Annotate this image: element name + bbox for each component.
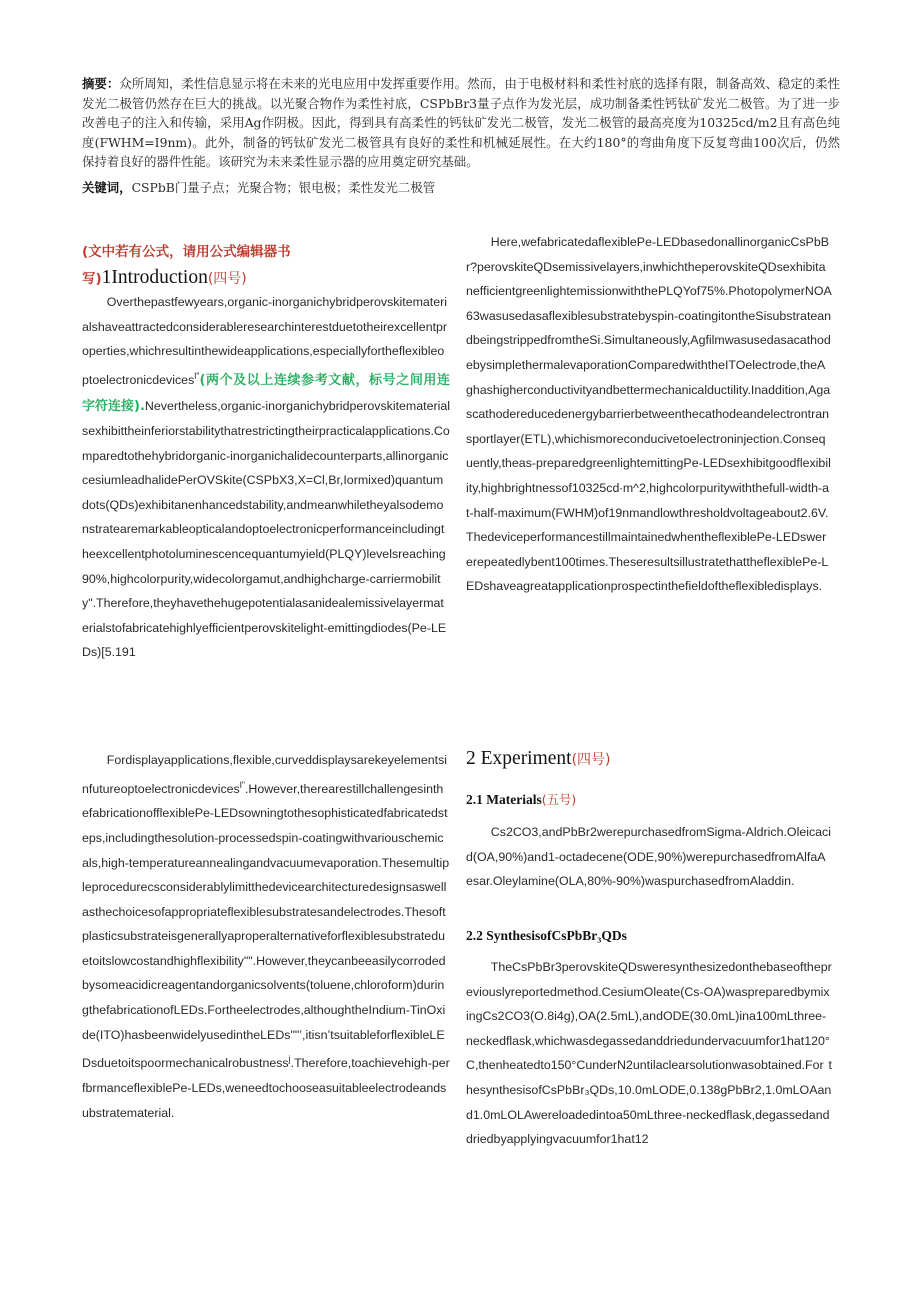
- p2-citation-1: l": [239, 779, 245, 790]
- p2-citation-2: j: [288, 1054, 291, 1065]
- subsection-2-2-heading: [466, 924, 832, 947]
- p2-text-b: .However,therearestillchallengesinthefabricationofflexiblePe-LEDsowningtothesophisticatedfabricatedsteps,includingthesolution-processedspin-coatingwithvariouschemicals,high-temperatureannealingandvacuumevaporation.Thesemultipleprocedurесsconsiderablylimitthedevicearchitecturedesignsaswellasthechoicesofappropriateflexiblesubstratesandelectrodes.Thesoftplasticsubstrateisgenerallyaproperalternativeforflexiblesubstrateduetoitslowcostandhighflexibility"".However,theycanbeeasilycorrodedbysomeacidicreagentandorganicsolvents(toluene,chloroform)duringthefabricationofLEDs.Fortheelectrodes,althoughtheIndium-TinOxide(ITO)hasbeenwidelyusedintheLEDs""’,itisn’tsuitableforflexibleLEDsduetoitspoormechanicalrobustness: [82, 781, 450, 1071]
- section-1-title: 1Introduction: [101, 267, 208, 288]
- keywords-text: CSPbB门量子点；光聚合物；银电极；柔性发光二极管: [131, 180, 436, 195]
- p2-text-c: .Therefore,toachievehigh-perfbrmanceflexiblePe-LEDs,weneedtochooseasuitableelectrodeandsubstratematerial.: [82, 1056, 450, 1120]
- subsection-2-1-heading: [466, 788, 832, 811]
- reference-note: (两个及以上连续参考文献，标号之间用连字符连接).: [82, 372, 450, 414]
- paragraph-synthesis: TheCsPbBr3perovskiteQDsweresynthesizedonthebaseofthepreviouslyreportedmethod.CesiumOleate(Cs-OA)waspreparedbymixingCs2CO3(O.8i4g),OA(2.5mL),andODE(30.0mL)ina100mLthree-neckedflask,whichwasdegassedanddriedundervacuumfor1hat120°C,thenheatedto150°CunderN2untilaclearsolutionwasobtained.For thesynthesisofCsPbBr₃QDs,10.0mLODE,0.138gPbBr2,1.0mLOAand1.0mLOLAwereloadedintoa50mLthree-neckedflask,degassedanddriedbyapplyingvacuumfor1hat12: [466, 960, 832, 1147]
- subsection-2-2-title: 2.2 SynthesisofCsPbBr₃QDs: [466, 928, 627, 943]
- abstract: [82, 74, 840, 172]
- p1-text-b: Nevertheless,organic-inorganichybridperovskitematerialsexhibittheinferiorstabilitythatrestrictingtheirpracticalapplications.Comparedtothehybridorganic-inorganichalidecounterparts,allinorganiccesiumleadhalidePerOVSkite(CSPbX3,X=Cl,Br,Iormixed)quantumdots(QDs)exhibitanenhancedstability,andmeanwhiletheyalsodemonstratearemarkableopticalandoptoelectronicperformanceincludingtheexcellentphotoluminescencequantumyield(PLQY)levelsreaching90%,highcolorpurity,widecolorgamut,andhighcharge-carriermobility".Therefore,theyhavethehugepotentialasanidealemissivelayermaterialstofabricatehighlyefficientperovskitelight-emittingdiodes(Pe-LEDs)[5.191: [82, 398, 450, 660]
- subsection-2-1-title: 2.1 Materials: [466, 792, 542, 807]
- keywords: [82, 178, 840, 197]
- p1-citation: l": [194, 370, 200, 381]
- formula-note: (文中若有公式，请用公式编辑器书写): [82, 244, 291, 287]
- section-2-title: 2 Experiment: [466, 748, 572, 769]
- p1-text-a: Overthepastfewyears,organic-inorganichybridperovskitematerialshaveattractedconsiderableresearchinterestduetotheirexcellentproperties,whichresultinthewideapplications,especiallyfortheflexibleoptoelectronicdevices: [82, 295, 448, 387]
- subsection-2-1-size-hint: (五号): [541, 792, 577, 807]
- paragraph-intro-3: Here,wefabricatedaflexiblePe-LEDbasedonallinorganicCsPbBr?perovskiteQDsemissivelayers,inwhichtheperovskiteQDsexhibitanefficientgreenlightemissionwiththePLQYof75%.PhotopolymerNOA63wasusedasaflexiblesubstratebyspin-coatingitontheSisubstrateandbeingstrippedfromtheSi.Simultaneously,AgfilmwasusedasacathodebysimplethermalevaporationComparedwiththeITOelectrode,theAghashigherconductivityandbettermechanicalductility.Inaddition,Agascathodereducedenergybarrierbetweenthecathodeandelectrontransportlayer(ETL),whichismoreconducivetoelectroninjection.Consequently,theas-preparedgreenlightemittingPe-LEDsexhibitgoodflexibility,highbrightnessof10325cd∙m^2,highcolorpuritywiththefull-width-at-half-maximum(FWHM)of19nmandlowthresholdvoltageabout2.6V.ThedeviceperformancestillmaintainedwhentheflexiblePe-LEDswererepeatedlybent100times.TheseresultsillustratethattheflexiblePe-LEDshaveagreatapplicationprospectinthefieldoftheflexibledisplays.: [466, 235, 832, 594]
- keywords-label: 关键词，: [82, 180, 132, 195]
- paragraph-materials: Cs2CO3,andPbBr2werepurchasedfromSigma-Aldrich.Oleicacid(OA,90%)and1-octadecene(ODE,90%)werepurchasedfromAlfaAesar.Oleylamine(OLA,80%-90%)waspurchasedfromAladdin.: [466, 825, 831, 889]
- section-2-size-hint: (四号): [571, 752, 611, 768]
- paragraph-intro-1: [82, 290, 450, 665]
- section-2-heading: [466, 746, 832, 773]
- paragraph-intro-2: [82, 748, 450, 1125]
- abstract-text: 众所周知，柔性信息显示将在未来的光电应用中发挥重要作用。然而，由于电极材料和柔性衬底的选择有限，制备高效、稳定的柔性发光二极管仍然存在巨大的挑战。以光聚合物作为柔性衬底，CSPbBr3量子点作为发光层，成功制备柔性钙钛矿发光二极管。为了进一步改善电子的注入和传输，采用Ag作阴极。因此，得到具有高柔性的钙钛矿发光二极管，发光二极管的最高亮度为10325cd∕m2且有高色纯度(FWHM=I9nm)。此外，制备的钙钛矿发光二极管具有良好的柔性和机械延展性。在大约180°的弯曲角度下反复弯曲100次后，仍然保持着良好的器件性能。该研究为未来柔性显示器的应用奠定研究基础。: [82, 76, 840, 170]
- section-1-size-hint: (四号): [207, 271, 247, 287]
- abstract-label: 摘要：: [82, 76, 120, 91]
- p2-text-a: Fordisplayapplications,flexible,curveddisplaysarekeyelementsinfutureoptoelectronicdevices: [82, 753, 448, 796]
